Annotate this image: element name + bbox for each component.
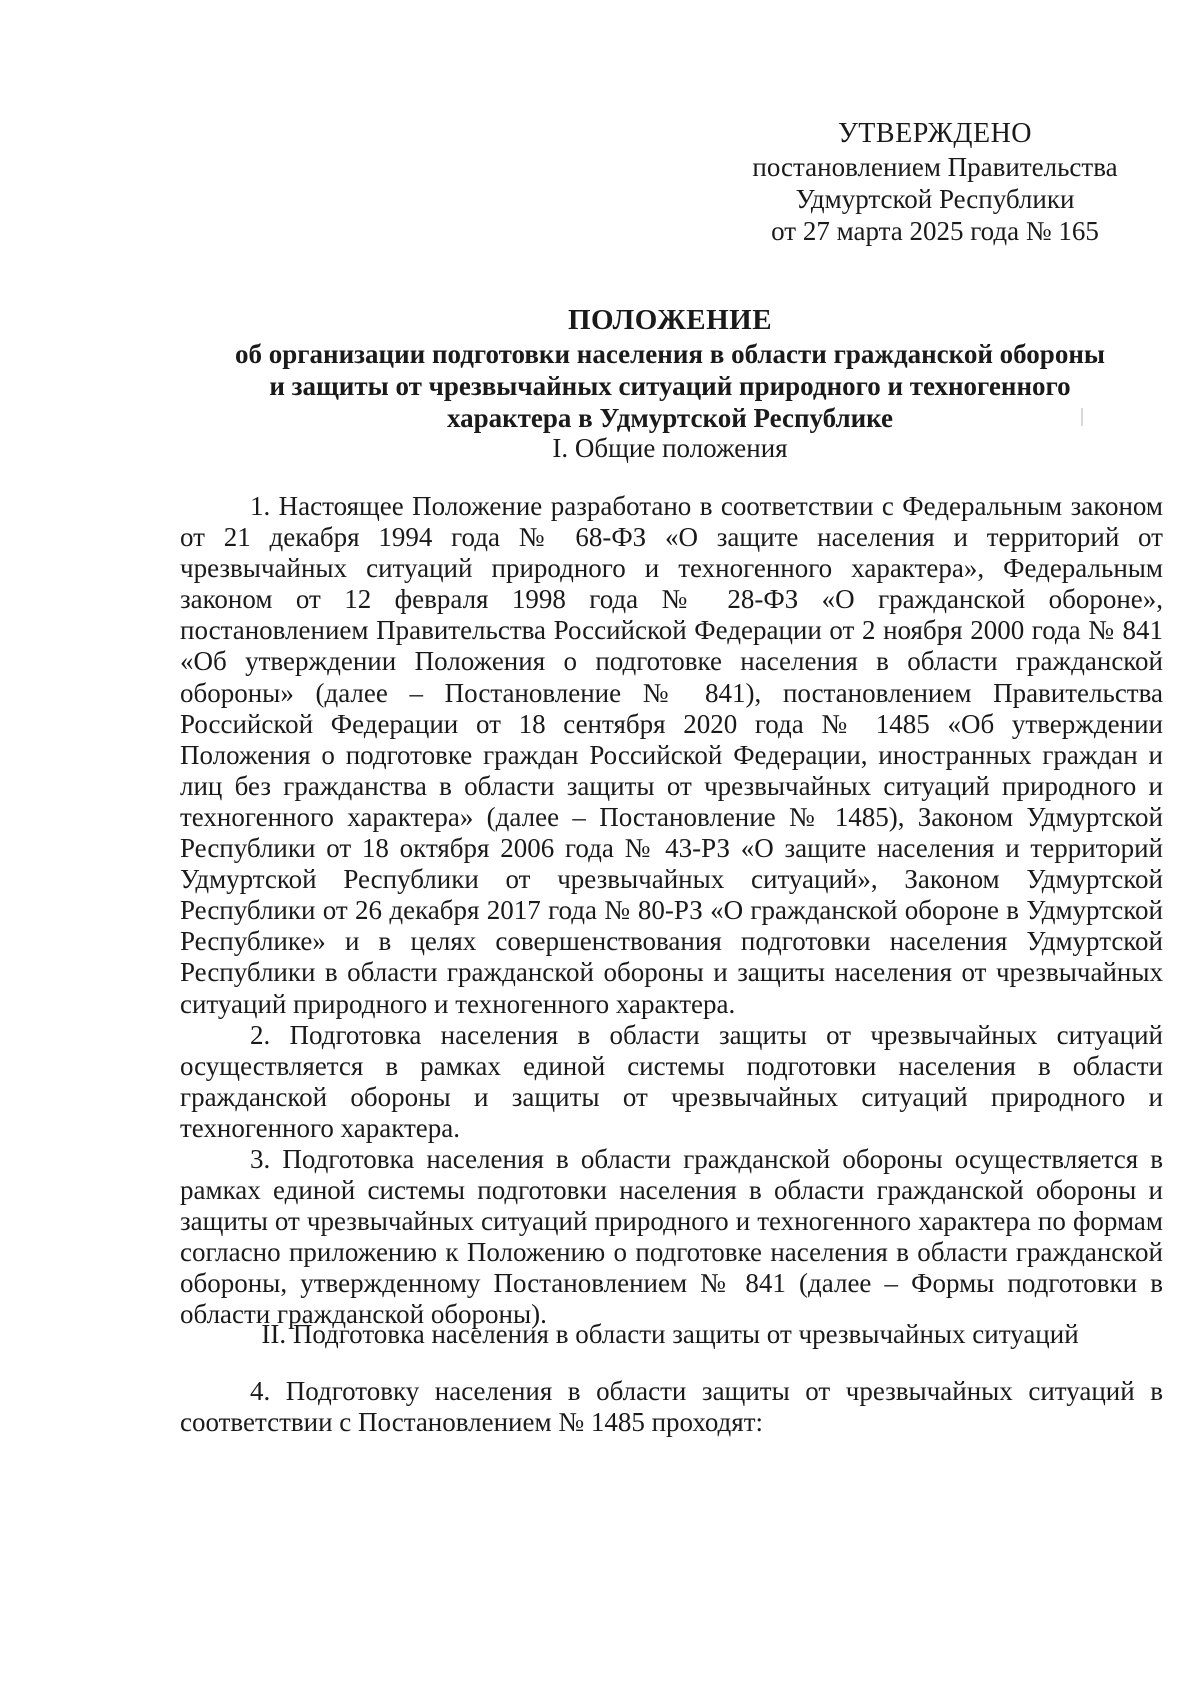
- paragraph-1: 1. Настоящее Положение разработано в соответствии с Федеральным законом от 21 декабря 1994 года № 68-ФЗ «О защите населения и территорий от чрезвычайных ситуаций природного и техногенного характера», Федеральным законом от 12 февраля 1998 года № 28-ФЗ «О гражданской обороне», постановлением Правительства Российской Федерации от 2 ноября 2000 года № 841 «Об утверждении Положения о подготовке населения в области гражданской обороны» (далее – Постановление № 841), постановлением Правительства Российской Федерации от 18 сентября 2020 года № 1485 «Об утверждении Положения о подготовке граждан Российской Федерации, иностранных граждан и лиц без гражданства в области защиты от чрезвычайных ситуаций природного и техногенного характера» (далее – Постановление № 1485), Законом Удмуртской Республики от 18 октября 2006 года № 43-РЗ «О защите населения и территорий Удмуртской Республики от чрезвычайных ситуаций», Законом Удмуртской Республики от 26 декабря 2017 года № 80-РЗ «О гражданской обороне в Удмуртской Республике» и в целях совершенствования подготовки населения Удмуртской Республики в области гражданской обороны и защиты населения от чрезвычайных ситуаций природного и техногенного характера.: [180, 491, 1163, 1019]
- paragraph-4: 4. Подготовку населения в области защиты от чрезвычайных ситуаций в соответствии с Постановлением № 1485 проходят:: [180, 1376, 1163, 1438]
- approval-block: [735, 118, 1135, 247]
- paragraph-2: 2. Подготовка населения в области защиты от чрезвычайных ситуаций осуществляется в рамках единой системы подготовки населения в области гражданской обороны и защиты от чрезвычайных ситуаций природного и техногенного характера.: [180, 1019, 1163, 1143]
- document-title: [180, 302, 1160, 434]
- paragraph-3: 3. Подготовка населения в области гражданской обороны осуществляется в рамках единой системы подготовки населения в области гражданской обороны и защиты от чрезвычайных ситуаций природного и техногенного характера по формам согласно приложению к Положению о подготовке населения в области гражданской обороны, утвержденному Постановлением № 841 (далее – Формы подготовки в области гражданской обороны).: [180, 1143, 1163, 1330]
- section-1-body: [180, 491, 1163, 1331]
- approval-line: постановлением Правительства: [752, 152, 1118, 182]
- scan-artifact: [1081, 408, 1083, 426]
- section-heading-2: II. Подготовка населения в области защиты от чрезвычайных ситуаций: [261, 1319, 1079, 1349]
- approval-line: от 27 марта 2025 года № 165: [771, 216, 1099, 246]
- approval-line: Удмуртской Республики: [795, 184, 1075, 214]
- document-title-line: характера в Удмуртской Республике: [446, 403, 894, 433]
- section-2-body: [180, 1376, 1163, 1438]
- document-title-main: ПОЛОЖЕНИЕ: [567, 304, 773, 336]
- section-heading-1: I. Общие положения: [552, 433, 788, 463]
- approval-stamp-title: УТВЕРЖДЕНО: [837, 118, 1033, 149]
- document-title-line: об организации подготовки населения в области гражданской обороны: [235, 339, 1105, 369]
- document-title-line: и защиты от чрезвычайных ситуаций природного и техногенного: [269, 371, 1071, 401]
